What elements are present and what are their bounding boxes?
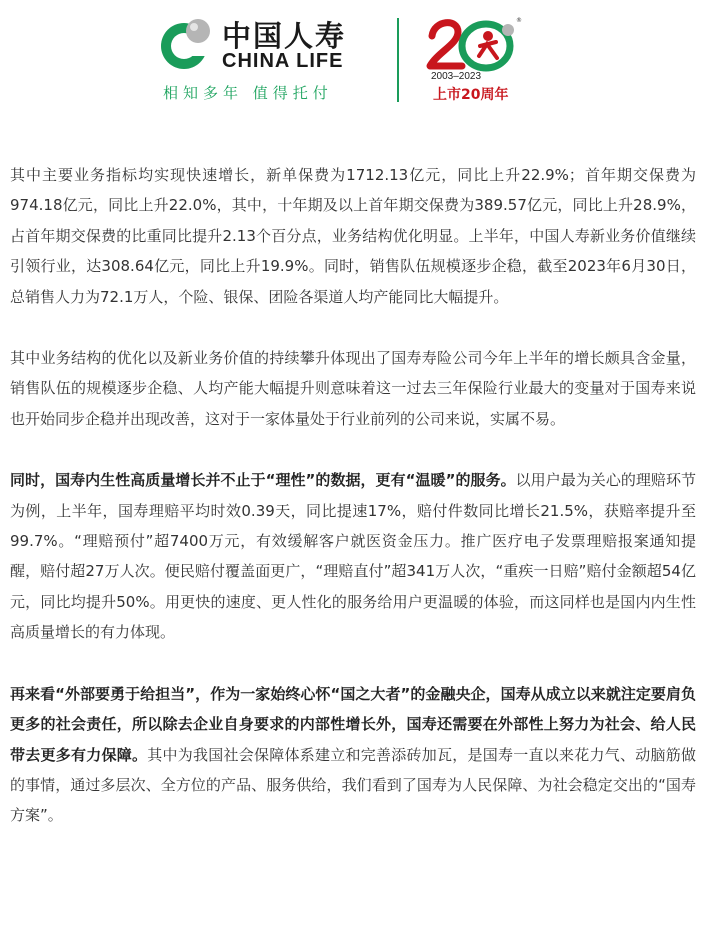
article-paragraph-3 bbox=[10, 465, 696, 647]
header-banner bbox=[0, 0, 703, 118]
article-paragraph-1: 其中主要业务指标均实现快速增长，新单保费为1712.13亿元，同比上升22.9%；首年期交保费为974.18亿元，同比上升22.0%，其中，十年期及以上首年期交保费为389.57亿元，同比上升28.9%，占首年期交保费的比重同比提升2.13个百分点，业务结构优化明显。上半年，中国人寿新业务价值继续引领行业，达308.64亿元，同比上升19.9%。同时，销售队伍规模逐步企稳，截至2023年6月30日，总销售人力为72.1万人，个险、银保、团险各渠道人均产能同比大幅提升。 bbox=[10, 166, 696, 306]
brand-name-english: CHINA LIFE bbox=[222, 50, 344, 72]
article-paragraph-4-bold: 再来看“外部要勇于给担当”，作为一家始终心怀“国之大者”的金融央企，国寿从成立以来就注定要肩负更多的社会责任，所以除去企业自身要求的内部性增长外，国寿还需要在外部性上努力为社会、给人民带去更多有力保障。 bbox=[10, 684, 696, 764]
article-paragraph-2: 其中业务结构的优化以及新业务价值的持续攀升体现出了国寿寿险公司今年上半年的增长颇具含金量，销售队伍的规模逐步企稳、人均产能大幅提升则意味着这一过去三年保险行业最大的变量对于国寿来说也开始同步企稳并出现改善，这对于一家体量处于行业前列的公司来说，实属不易。 bbox=[10, 349, 696, 428]
brand-slogan: 相知多年 值得托付 bbox=[163, 84, 333, 102]
anniversary-years: 2003–2023 bbox=[431, 71, 482, 82]
article-paragraph-4 bbox=[10, 679, 696, 831]
article-paragraph-4-text: 其中为我国社会保障体系建立和完善添砖加瓦，是国寿一直以来花力气、动脑筋做的事情，通过多层次、全方位的产品、服务供给，我们看到了国寿为人民保障、为社会稳定交出的“国寿方案”。 bbox=[10, 745, 696, 825]
article-body bbox=[10, 160, 696, 862]
china-life-logo-icon bbox=[158, 16, 214, 72]
article-paragraph-3-text: 以用户最为关心的理赔环节为例，上半年，国寿理赔平均时效0.39天，同比提速17%，赔付件数同比增长21.5%，获赔率提升至99.7%。“理赔预付”超7400万元，有效缓解客户就医资金压力。推广医疗电子发票理赔报案通知提醒，赔付超27万人次。便民赔付覆盖面更广，“理赔直付”超341万人次，“重疾一日赔”赔付金额超54亿元，同比均提升50%。用更快的速度、更人性化的服务给用户更温暖的体验，而这同样也是国内内生性高质量增长的有力体现。 bbox=[10, 471, 696, 642]
anniversary-label: 上市20周年 bbox=[433, 87, 509, 103]
anniversary-20-logo-icon bbox=[424, 14, 524, 76]
header-divider bbox=[397, 18, 399, 102]
article-paragraph-3-bold: 同时，国寿内生性高质量增长并不止于“理性”的数据，更有“温暖”的服务。 bbox=[10, 471, 516, 490]
brand-name-chinese: 中国人寿 bbox=[222, 19, 347, 53]
trademark-symbol: ® bbox=[516, 17, 522, 24]
